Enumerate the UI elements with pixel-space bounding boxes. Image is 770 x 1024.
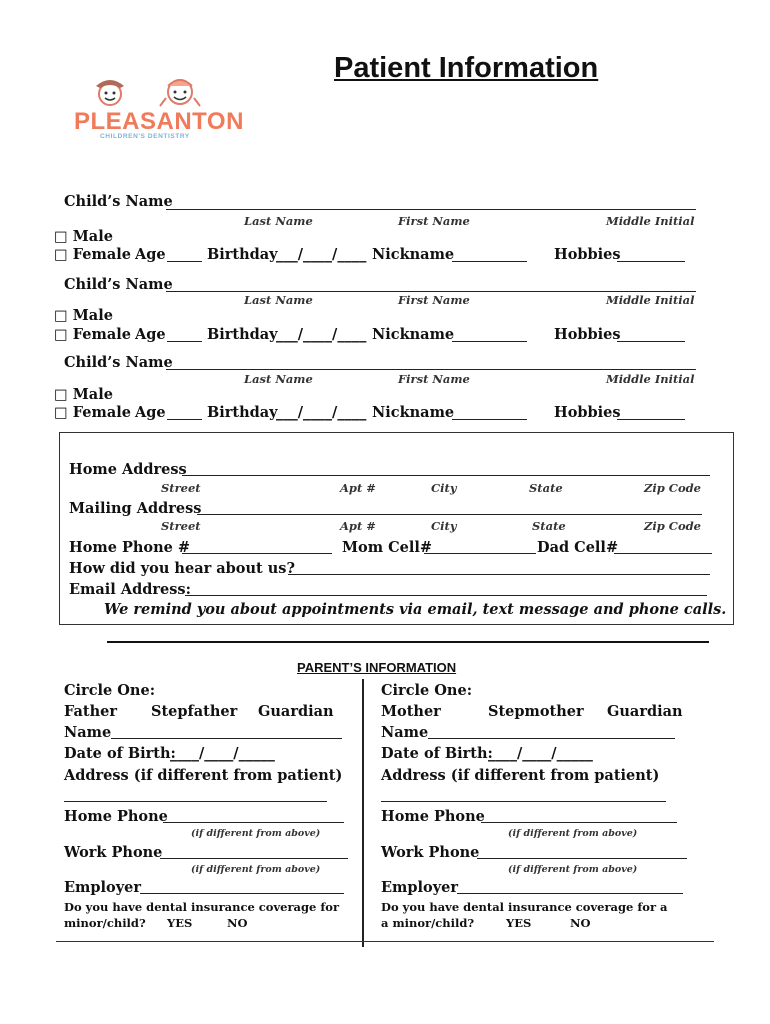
age-label: Age (135, 404, 166, 421)
logo-tagline: CHILDREN'S DENTISTRY (100, 133, 190, 140)
dad-cell-label: Dad Cell# (537, 539, 619, 556)
work-phone-field[interactable] (160, 858, 348, 859)
middle-initial-caption: Middle Initial (606, 372, 695, 386)
last-name-caption: Last Name (244, 372, 313, 386)
option-stepfather[interactable]: Stepfather (151, 703, 238, 720)
section-divider (107, 641, 709, 643)
age-label: Age (135, 326, 166, 343)
hobbies-field[interactable] (617, 419, 685, 420)
employer-label: Employer (381, 879, 459, 896)
nickname-label: Nickname (372, 404, 455, 421)
male-checkbox[interactable]: □ Male (54, 386, 113, 403)
email-field[interactable] (185, 595, 707, 596)
if-different-note: (if different from above) (508, 828, 638, 839)
street-caption: Street (161, 519, 201, 533)
name-label: Name (381, 724, 429, 741)
age-field[interactable] (167, 419, 202, 420)
dob-field[interactable]: ____/____/_____ (488, 745, 593, 762)
zip-caption: Zip Code (644, 519, 701, 533)
hobbies-label: Hobbies (554, 246, 621, 263)
nickname-field[interactable] (452, 419, 527, 420)
home-address-label: Home Address (69, 461, 187, 478)
first-name-caption: First Name (398, 293, 470, 307)
age-field[interactable] (167, 341, 202, 342)
work-phone-field[interactable] (477, 858, 687, 859)
middle-initial-caption: Middle Initial (606, 214, 695, 228)
logo-wordmark: PLEASANTON (74, 108, 244, 135)
email-label: Email Address: (69, 581, 191, 598)
dad-cell-field[interactable] (614, 553, 712, 554)
child-name-line[interactable] (166, 291, 696, 292)
address-label: Address (if different from patient) (64, 767, 343, 784)
female-checkbox[interactable]: □ Female (54, 326, 131, 343)
home-phone-field[interactable] (481, 822, 677, 823)
dob-label: Date of Birth: (64, 745, 176, 762)
child-name-line[interactable] (166, 209, 696, 210)
female-checkbox[interactable]: □ Female (54, 404, 131, 421)
employer-label: Employer (64, 879, 142, 896)
first-name-caption: First Name (398, 214, 470, 228)
option-guardian[interactable]: Guardian (607, 703, 683, 720)
if-different-note: (if different from above) (191, 864, 321, 875)
parents-column-divider (362, 679, 364, 947)
age-label: Age (135, 246, 166, 263)
option-stepmother[interactable]: Stepmother (488, 703, 584, 720)
child-name-line[interactable] (166, 369, 696, 370)
mom-cell-label: Mom Cell# (342, 539, 433, 556)
home-address-field[interactable] (182, 475, 710, 476)
work-phone-label: Work Phone (64, 844, 163, 861)
pleasanton-logo (70, 76, 244, 146)
name-field[interactable] (111, 738, 342, 739)
circle-one-label: Circle One: (64, 682, 156, 699)
hobbies-label: Hobbies (554, 326, 621, 343)
birthday-field[interactable]: ___/____/____ (276, 326, 367, 343)
circle-one-label: Circle One: (381, 682, 473, 699)
hobbies-label: Hobbies (554, 404, 621, 421)
last-name-caption: Last Name (244, 293, 313, 307)
birthday-label: Birthday (207, 326, 278, 343)
state-caption: State (532, 519, 566, 533)
option-father[interactable]: Father (64, 703, 118, 720)
mailing-address-field[interactable] (197, 514, 702, 515)
middle-initial-caption: Middle Initial (606, 293, 695, 307)
if-different-note: (if different from above) (508, 864, 638, 875)
birthday-label: Birthday (207, 404, 278, 421)
insurance-yes[interactable]: YES (167, 916, 193, 930)
nickname-field[interactable] (452, 261, 527, 262)
parents-heading: PARENT’S INFORMATION (297, 660, 457, 675)
dob-label: Date of Birth: (381, 745, 493, 762)
insurance-question-cont: minor/child? (64, 916, 146, 930)
child-name-label: Child’s Name (64, 276, 173, 293)
work-phone-label: Work Phone (381, 844, 480, 861)
option-guardian[interactable]: Guardian (258, 703, 334, 720)
bottom-divider (56, 941, 714, 942)
male-checkbox[interactable]: □ Male (54, 307, 113, 324)
home-phone-label: Home Phone # (69, 539, 191, 556)
insurance-yes[interactable]: YES (506, 916, 532, 930)
nickname-label: Nickname (372, 326, 455, 343)
employer-field[interactable] (457, 893, 683, 894)
name-field[interactable] (428, 738, 675, 739)
how-hear-label: How did you hear about us? (69, 560, 295, 577)
page-title: Patient Information (334, 52, 599, 84)
child-name-label: Child’s Name (64, 354, 173, 371)
nickname-field[interactable] (452, 341, 527, 342)
nickname-label: Nickname (372, 246, 455, 263)
apt-caption: Apt # (340, 481, 376, 495)
home-phone-label: Home Phone (381, 808, 485, 825)
home-phone-field[interactable] (182, 553, 332, 554)
city-caption: City (431, 519, 457, 533)
apt-caption: Apt # (340, 519, 376, 533)
reminder-note: We remind you about appointments via email, text message and phone calls. (104, 601, 727, 618)
last-name-caption: Last Name (244, 214, 313, 228)
hobbies-field[interactable] (617, 261, 685, 262)
insurance-question: Do you have dental insurance coverage for a (381, 900, 668, 914)
male-checkbox[interactable]: □ Male (54, 228, 113, 245)
birthday-field[interactable]: ___/____/____ (276, 246, 367, 263)
mailing-address-label: Mailing Address (69, 500, 202, 517)
how-hear-field[interactable] (288, 574, 710, 575)
age-field[interactable] (167, 261, 202, 262)
state-caption: State (529, 481, 563, 495)
zip-caption: Zip Code (644, 481, 701, 495)
city-caption: City (431, 481, 457, 495)
insurance-question-cont: a minor/child? (381, 916, 475, 930)
birthday-label: Birthday (207, 246, 278, 263)
first-name-caption: First Name (398, 372, 470, 386)
birthday-field[interactable]: ___/____/____ (276, 404, 367, 421)
address-field[interactable] (64, 801, 327, 802)
address-field[interactable] (381, 801, 666, 802)
dob-field[interactable]: ____/____/_____ (170, 745, 275, 762)
home-phone-label: Home Phone (64, 808, 168, 825)
address-label: Address (if different from patient) (381, 767, 660, 784)
female-checkbox[interactable]: □ Female (54, 246, 131, 263)
home-phone-field[interactable] (163, 822, 344, 823)
child-name-label: Child’s Name (64, 193, 173, 210)
insurance-question: Do you have dental insurance coverage for (64, 900, 340, 914)
insurance-no[interactable]: NO (227, 916, 248, 930)
name-label: Name (64, 724, 112, 741)
street-caption: Street (161, 481, 201, 495)
mom-cell-field[interactable] (424, 553, 536, 554)
employer-field[interactable] (140, 893, 344, 894)
if-different-note: (if different from above) (191, 828, 321, 839)
insurance-no[interactable]: NO (570, 916, 591, 930)
hobbies-field[interactable] (617, 341, 685, 342)
option-mother[interactable]: Mother (381, 703, 441, 720)
